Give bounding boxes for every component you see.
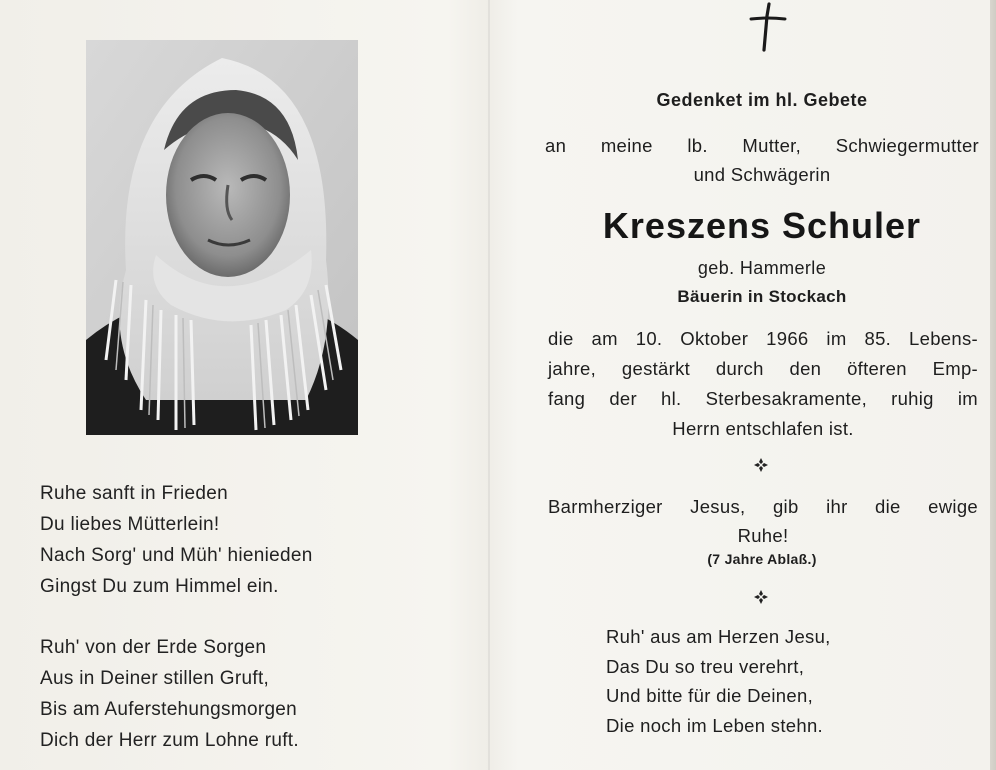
prayer-line: Barmherziger Jesus, gib ihr die ewige [548, 496, 978, 517]
verse-line: Und bitte für die Deinen, [606, 685, 814, 706]
diamond-ornament-icon [753, 589, 769, 605]
poem-line: Aus in Deiner stillen Gruft, [40, 668, 270, 689]
occupation-place: Bäuerin in Stockach [677, 287, 847, 306]
verse-line: Das Du so treu verehrt, [606, 655, 805, 677]
left-poem-first-stanza [40, 478, 313, 602]
dedication-text [545, 131, 979, 189]
portrait-photo [86, 40, 358, 435]
card-fold [488, 0, 490, 770]
portrait-illustration [86, 40, 358, 435]
verse-line: Die noch im Leben stehn. [606, 714, 823, 736]
deceased-name: Kreszens Schuler [602, 205, 922, 246]
poem-line: Ruh' von der Erde Sorgen [40, 637, 267, 658]
poem-line: Ruhe sanft in Frieden [40, 483, 228, 504]
left-poem-second-stanza [40, 632, 299, 756]
prayer-text [548, 492, 978, 550]
prayer-line: Ruhe! [737, 525, 789, 546]
cross-icon [745, 2, 789, 56]
poem-line: Gingst Du zum Himmel ein. [40, 576, 279, 597]
notice-line: jahre, gestärkt durch den öfteren Emp- [548, 358, 978, 379]
card-edge-shadow [990, 0, 996, 770]
notice-line: Herrn entschlafen ist. [672, 418, 854, 439]
dedication-line: an meine lb. Mutter, Schwiegermutter [545, 135, 979, 156]
diamond-ornament-icon [753, 457, 769, 473]
dedication-line: und Schwägerin [693, 164, 831, 185]
poem-line: Du liebes Mütterlein! [40, 514, 220, 535]
poem-line: Dich der Herr zum Lohne ruft. [40, 730, 299, 751]
indulgence-note: (7 Jahre Ablaß.) [707, 551, 817, 567]
closing-verse [606, 622, 831, 740]
verse-line: Ruh' aus am Herzen Jesu, [606, 626, 831, 647]
notice-line: die am 10. Oktober 1966 im 85. Lebens- [548, 328, 978, 349]
poem-line: Nach Sorg' und Müh' hienieden [40, 545, 313, 566]
death-notice-text [548, 324, 978, 444]
card-heading: Gedenket im hl. Gebete [656, 90, 868, 110]
notice-line: fang der hl. Sterbesakramente, ruhig im [548, 388, 978, 409]
poem-line: Bis am Auferstehungsmorgen [40, 699, 298, 720]
maiden-name: geb. Hammerle [697, 258, 827, 278]
